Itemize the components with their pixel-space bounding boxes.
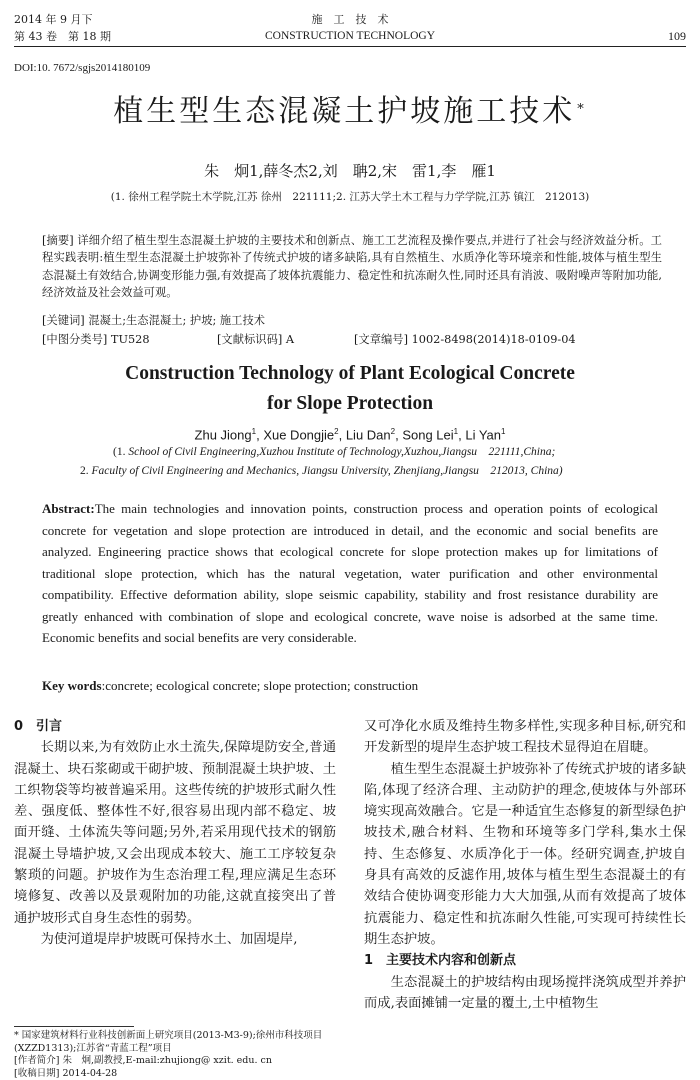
keywords-cn-text: 混凝土;生态混凝土; 护坡; 施工技术 — [88, 314, 265, 327]
article-value: 1002-8498(2014)18-0109-04 — [412, 333, 576, 346]
author-en: Li Yan — [465, 427, 501, 442]
affiliation-en-2-num: 2. — [80, 465, 89, 477]
authors-en: Zhu Jiong$^1$, Xue Dongjie$^2$, Liu Dan$^2$, Song Lei$^1$, Li Yan$^1$ — [0, 424, 700, 443]
header-journal-en: CONSTRUCTION TECHNOLOGY — [0, 30, 700, 43]
body-left-column — [14, 716, 336, 950]
abstract-en: Abstract:The main technologies and innovation points, construction process and operation points of ecological concrete for vegetation and slope protection are introduced in detail, and the economic and social benefits are analyzed. Engineering practice shows that ecological concrete for slope protection makes up for limitations of traditional slope protection, which has the natural vegetation, water purification and other environmental compatibility. Effective deformation ability, slope seismic capability, stability and frost resistance durability are greatly enhanced with combination of slope and ecological concrete, wave noise is adsorbed at the same time. Economic benefits and social benefits are very considerable. — [42, 498, 658, 649]
footnote-author — [14, 1055, 344, 1068]
article-label: [文章编号] — [354, 333, 408, 346]
paper-title-en — [0, 359, 700, 419]
footnote-author-label: [作者简介] — [14, 1055, 59, 1066]
footnote — [14, 1030, 344, 1080]
affiliation-en-1-school: School of Civil Engineering — [128, 446, 256, 458]
author-en-mark: 2 — [334, 427, 338, 436]
title-en-line2: for Slope Protection — [0, 389, 700, 419]
body-paragraph: 又可净化水质及维持生物多样性,实现多种目标,研究和开发新型的堤岸生态护坡工程技术显得迫在眉睫。 — [364, 716, 686, 759]
author-en: Song Lei — [402, 427, 453, 442]
abstract-cn-label: [摘要] — [42, 234, 74, 247]
page-number: 109 — [640, 30, 686, 43]
section-1-heading: 1 主要技术内容和创新点 — [364, 950, 686, 971]
author-en-mark: 1 — [454, 427, 458, 436]
body-paragraph: 长期以来,为有效防止水土流失,保障堤防安全,普通混凝土、块石浆砌或干砌护坡、预制混凝土块护坡、土工织物袋等均被普遍采用。这些传统的护坡形式耐久性差、强度低、整体性不好,很容易出现内部不稳定、坡面开缝、土体流失等问题;另外,若采用现代技术的钢筋混凝土导墙护坡,又会出现成本较大、施工工序较复杂繁琐的问题。护坡作为生态治理工程,理应满足生态环境修复、改善以及景观附加的功能,这就直接突出了普通护坡形式自身生态性的弱势。 — [14, 737, 336, 929]
abstract-en-label: Abstract — [42, 501, 90, 516]
header-date: 2014 年 9 月下 — [14, 13, 92, 26]
affiliation-en-1-rest: ,Xuzhou Institute of Technology,Xuzhou,Jiangsu 221111,China; — [256, 446, 555, 458]
affiliation-en-1 — [113, 444, 555, 460]
article-code — [354, 332, 576, 348]
footnote-rule — [14, 1026, 134, 1027]
header-volume: 第 43 卷 第 18 期 — [14, 30, 111, 43]
author-en-mark: 1 — [501, 427, 505, 436]
body-paragraph: 生态混凝土的护坡结构由现场搅拌浇筑成型并养护而成,表面摊铺一定量的覆土,土中植物生 — [364, 972, 686, 1015]
body-paragraph: 为使河道堤岸护坡既可保持水土、加固堤岸, — [14, 929, 336, 950]
affiliation-en-2-text: Faculty of Civil Engineering and Mechanics, Jiangsu University, Zhenjiang,Jiangsu 212013, China) — [92, 465, 563, 477]
affiliation-en-2 — [80, 463, 563, 479]
header-journal-cn: 施 工 技 术 — [0, 13, 700, 26]
abstract-cn — [42, 232, 662, 301]
author-en: Liu Dan — [346, 427, 391, 442]
authors-cn: 朱 炯1,薛冬杰2,刘 聃2,宋 雷1,李 雁1 — [0, 161, 700, 181]
doc-code — [217, 332, 294, 348]
doc-label: [文献标识码] — [217, 333, 282, 346]
author-en-mark: 2 — [391, 427, 395, 436]
author-en: Xue Dongjie — [263, 427, 334, 442]
affiliation-en-1-num: (1. — [113, 446, 125, 458]
title-en-line1: Construction Technology of Plant Ecological Concrete — [0, 359, 700, 389]
footnote-fund: * 国家建筑材料行业科技创新面上研究项目(2013-M3-9);徐州市科技项目(XZZD1313);江苏省“青蓝工程”项目 — [14, 1030, 344, 1055]
keywords-en-label: Key words — [42, 678, 102, 693]
header-rule — [14, 46, 686, 47]
keywords-cn — [42, 313, 265, 329]
footnote-date-text: 2014-04-28 — [62, 1068, 117, 1079]
title-text: 植生型生态混凝土护坡施工技术 — [113, 94, 575, 129]
clc-label: [中图分类号] — [42, 333, 107, 346]
paper-title-cn — [0, 92, 700, 132]
doc-value: A — [286, 333, 294, 346]
abstract-en-text: The main technologies and innovation points, construction process and operation points of ecological concrete for vegetation and slope protection are introduced in detail, and the economic and social benefits are analyzed. Engineering practice shows that ecological concrete for slope protection makes up for limitations of traditional slope protection, which has the natural vegetation, water purification and other environmental compatibility. Effective deformation ability, slope seismic capability, stability and frost resistance durability are greatly enhanced with combination of slope and ecological concrete, wave noise is adsorbed at the same time. Economic benefits and social benefits are very considerable. — [42, 501, 658, 645]
clc-code — [42, 332, 150, 348]
affiliation-cn: (1. 徐州工程学院土木学院,江苏 徐州 221111;2. 江苏大学土木工程与力学学院,江苏 镇江 212013) — [0, 190, 700, 205]
keywords-en: Key words:concrete; ecological concrete; slope protection; construction — [42, 677, 418, 695]
author-en-mark: 1 — [252, 427, 256, 436]
footnote-date-label: [收稿日期] — [14, 1068, 59, 1079]
doi: DOI:10. 7672/sgjs2014180109 — [14, 62, 150, 75]
abstract-cn-text: 详细介绍了植生型生态混凝土护坡的主要技术和创新点、施工工艺流程及操作要点,并进行了社会与经济效益分析。工程实践表明:植生型生态混凝土护坡弥补了传统式护坡的诸多缺陷,具有自然植生、水质净化等环境亲和性能,坡体与植生型生态混凝土有效结合,协调变形能力强,有效提高了坡体抗震能力、稳定性和抗冻耐久性,同时还具有消波、吸附噪声等附加功能,经济效益及社会效益可观。 — [42, 234, 662, 299]
author-en: Zhu Jiong — [195, 427, 252, 442]
section-0-heading: 0 引言 — [14, 716, 336, 737]
keywords-en-text: concrete; ecological concrete; slope protection; construction — [105, 678, 418, 693]
clc-value: TU528 — [111, 333, 150, 346]
footnote-author-text: 朱 炯,副教授,E-mail:zhujiong@ xzit. edu. cn — [62, 1055, 272, 1066]
body-paragraph: 植生型生态混凝土护坡弥补了传统式护坡的诸多缺陷,体现了经济合理、主动防护的理念,使坡体与外部环境实现高效融合。它是一种适宜生态修复的新型绿色护坡技术,融合材料、生物和环境等多门学科,集水土保持、生态修复、水质净化于一体。经研究调查,护坡自身具有高效的反滤作用,坡体与植生型生态混凝土的有效结合使协调变形能力大大加强,从而有效提高了坡体抗震能力、稳定性和抗冻耐久性能,可实现可持续性长期生态护坡。 — [364, 759, 686, 951]
body-right-column — [364, 716, 686, 1014]
keywords-cn-label: [关键词] — [42, 314, 85, 327]
title-footnote-mark: * — [577, 102, 587, 117]
